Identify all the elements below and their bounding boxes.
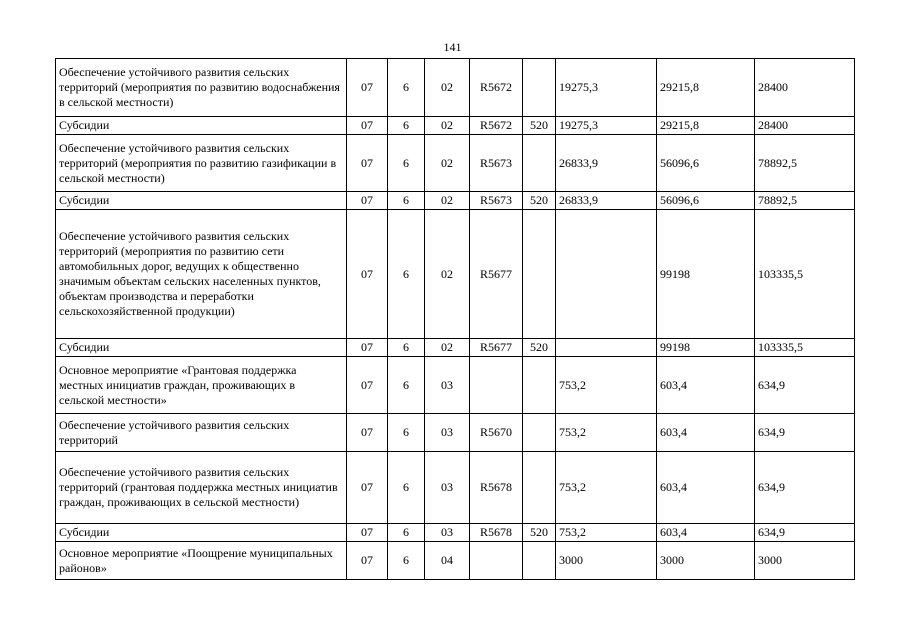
amount-year-1 [556,339,657,357]
row-name: Обеспечение устойчивого развития сельских территорий (мероприятия по развитию водоснабжения в сельской местности) [56,59,347,117]
code-section: 07 [347,117,388,135]
row-name: Основное мероприятие «Грантовая поддержка местных инициатив граждан, проживающих в сельской местности» [56,357,347,414]
code-direction: R5678 [470,452,523,524]
table-row [56,542,855,580]
table-row [56,452,855,524]
table-row [56,59,855,117]
amount-year-2: 56096,6 [657,135,755,192]
row-name: Обеспечение устойчивого развития сельских территорий (мероприятия по развитию сети автомобильных дорог, ведущих к общественно значимым объектам сельских населенных пунктов, объектам производства и переработки сельскохозяйственной продукции) [56,210,347,339]
row-name: Обеспечение устойчивого развития сельских территорий (мероприятия по развитию газификации в сельской местности) [56,135,347,192]
code-section: 07 [347,357,388,414]
code-direction: R5670 [470,414,523,452]
code-section: 07 [347,339,388,357]
amount-year-1: 19275,3 [556,59,657,117]
code-program: 6 [388,192,425,210]
code-section: 07 [347,452,388,524]
amount-year-3: 634,9 [755,357,855,414]
amount-year-2: 3000 [657,542,755,580]
table-row [56,524,855,542]
code-expense-type [523,135,556,192]
code-subprogram: 02 [425,117,470,135]
code-program: 6 [388,357,425,414]
amount-year-2: 603,4 [657,452,755,524]
code-program: 6 [388,414,425,452]
amount-year-2: 56096,6 [657,192,755,210]
amount-year-3: 103335,5 [755,210,855,339]
amount-year-1: 19275,3 [556,117,657,135]
amount-year-3: 634,9 [755,414,855,452]
amount-year-2: 603,4 [657,414,755,452]
row-name: Обеспечение устойчивого развития сельских территорий [56,414,347,452]
budget-table [55,58,855,580]
amount-year-3: 78892,5 [755,135,855,192]
code-section: 07 [347,59,388,117]
amount-year-2: 603,4 [657,524,755,542]
row-name: Субсидии [56,117,347,135]
table-row [56,339,855,357]
code-subprogram: 02 [425,192,470,210]
table-row [56,357,855,414]
code-expense-type [523,210,556,339]
amount-year-1: 26833,9 [556,135,657,192]
amount-year-1: 753,2 [556,452,657,524]
code-program: 6 [388,339,425,357]
code-program: 6 [388,135,425,192]
row-name: Субсидии [56,339,347,357]
code-program: 6 [388,452,425,524]
code-program: 6 [388,59,425,117]
amount-year-3: 634,9 [755,524,855,542]
code-subprogram: 02 [425,135,470,192]
amount-year-3: 103335,5 [755,339,855,357]
code-direction: R5673 [470,135,523,192]
code-direction: R5677 [470,210,523,339]
code-program: 6 [388,210,425,339]
code-expense-type [523,357,556,414]
amount-year-3: 634,9 [755,452,855,524]
code-subprogram: 03 [425,524,470,542]
amount-year-1: 753,2 [556,414,657,452]
row-name: Обеспечение устойчивого развития сельских территорий (грантовая поддержка местных инициатив граждан, проживающих в сельской местности) [56,452,347,524]
amount-year-3: 28400 [755,117,855,135]
amount-year-1: 26833,9 [556,192,657,210]
code-section: 07 [347,135,388,192]
code-expense-type: 520 [523,117,556,135]
amount-year-3: 78892,5 [755,192,855,210]
code-subprogram: 04 [425,542,470,580]
amount-year-1: 3000 [556,542,657,580]
code-expense-type: 520 [523,339,556,357]
amount-year-1: 753,2 [556,357,657,414]
code-subprogram: 03 [425,357,470,414]
code-section: 07 [347,192,388,210]
page-number: 141 [443,40,462,54]
amount-year-1 [556,210,657,339]
code-section: 07 [347,542,388,580]
row-name: Основное мероприятие «Поощрение муниципальных районов» [56,542,347,580]
code-section: 07 [347,414,388,452]
code-expense-type [523,542,556,580]
row-name: Субсидии [56,524,347,542]
amount-year-2: 29215,8 [657,59,755,117]
table-row [56,210,855,339]
table-row [56,192,855,210]
code-direction: R5673 [470,192,523,210]
code-direction: R5677 [470,339,523,357]
code-expense-type [523,452,556,524]
code-subprogram: 02 [425,59,470,117]
table-row [56,414,855,452]
code-subprogram: 02 [425,210,470,339]
code-program: 6 [388,524,425,542]
code-direction [470,357,523,414]
code-direction: R5672 [470,59,523,117]
amount-year-3: 28400 [755,59,855,117]
amount-year-1: 753,2 [556,524,657,542]
code-expense-type [523,59,556,117]
code-expense-type: 520 [523,524,556,542]
code-section: 07 [347,524,388,542]
code-subprogram: 03 [425,452,470,524]
amount-year-2: 29215,8 [657,117,755,135]
code-subprogram: 02 [425,339,470,357]
code-program: 6 [388,117,425,135]
code-expense-type: 520 [523,192,556,210]
amount-year-2: 603,4 [657,357,755,414]
row-name: Субсидии [56,192,347,210]
code-direction [470,542,523,580]
amount-year-2: 99198 [657,339,755,357]
code-direction: R5672 [470,117,523,135]
amount-year-3: 3000 [755,542,855,580]
code-program: 6 [388,542,425,580]
code-expense-type [523,414,556,452]
amount-year-2: 99198 [657,210,755,339]
code-direction: R5678 [470,524,523,542]
table-row [56,135,855,192]
code-subprogram: 03 [425,414,470,452]
code-section: 07 [347,210,388,339]
table-row [56,117,855,135]
